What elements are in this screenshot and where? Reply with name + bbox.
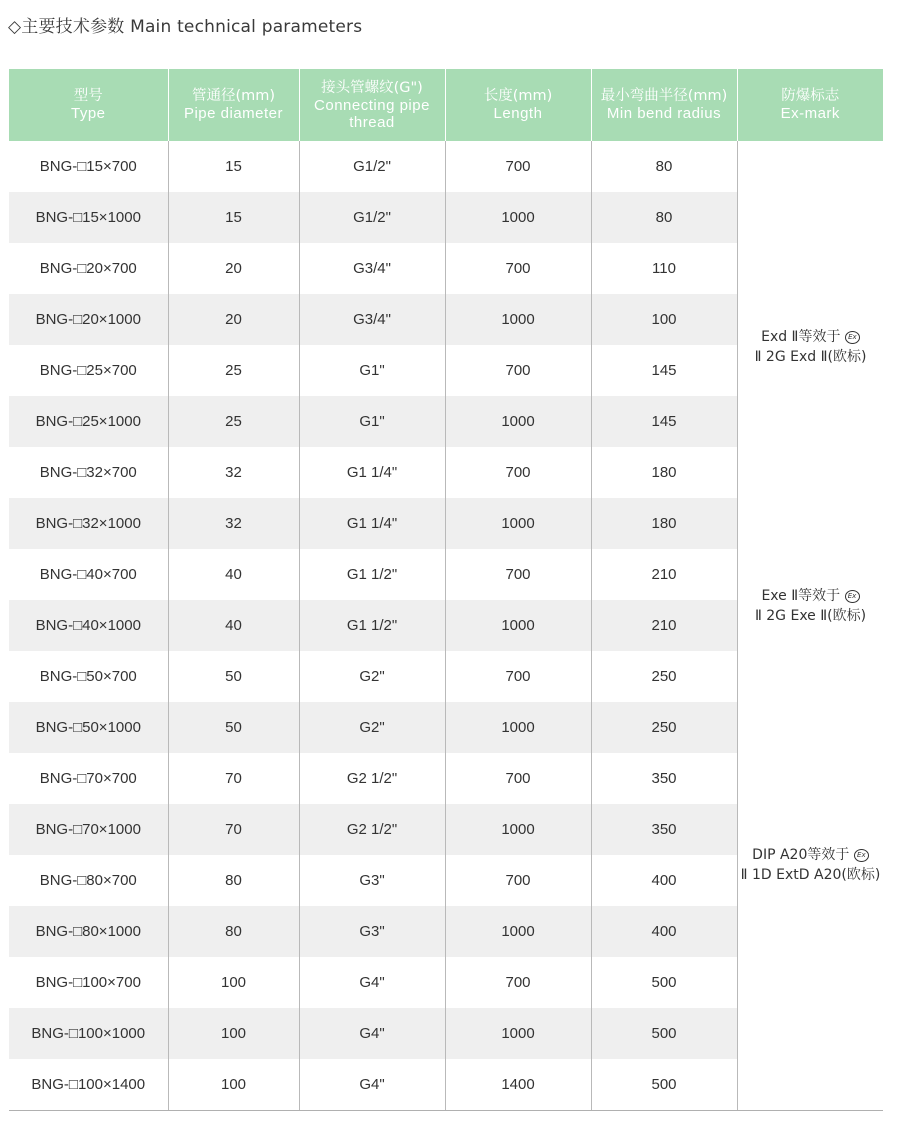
- column-header-type: 型号 Type: [9, 69, 168, 141]
- cell-diameter: 20: [168, 294, 299, 345]
- cell-length: 1000: [445, 294, 591, 345]
- cell-length: 1000: [445, 906, 591, 957]
- cell-diameter: 20: [168, 243, 299, 294]
- cell-diameter: 32: [168, 498, 299, 549]
- cell-radius: 110: [591, 243, 737, 294]
- cell-type: BNG-□15×1000: [9, 192, 168, 243]
- cell-thread: G3": [299, 906, 445, 957]
- exmark-text: [738, 327, 884, 367]
- cell-thread: G3/4": [299, 294, 445, 345]
- cell-thread: G4": [299, 1059, 445, 1110]
- column-header-diameter: 管通径(mm) Pipe diameter: [168, 69, 299, 141]
- cell-thread: G1/2": [299, 141, 445, 192]
- cell-diameter: 25: [168, 345, 299, 396]
- cell-radius: 500: [591, 957, 737, 1008]
- cell-length: 700: [445, 447, 591, 498]
- cell-thread: G1 1/4": [299, 498, 445, 549]
- table-header-row: [9, 69, 883, 141]
- exmark-text: [738, 845, 884, 885]
- cell-length: 1400: [445, 1059, 591, 1110]
- cell-type: BNG-□15×700: [9, 141, 168, 192]
- cell-thread: G1 1/2": [299, 600, 445, 651]
- cell-type: BNG-□40×700: [9, 549, 168, 600]
- cell-length: 1000: [445, 192, 591, 243]
- cell-length: 700: [445, 651, 591, 702]
- ex-symbol-icon: Ex: [845, 590, 860, 603]
- cell-length: 700: [445, 141, 591, 192]
- cell-diameter: 70: [168, 753, 299, 804]
- table-row: [9, 141, 883, 192]
- cell-type: BNG-□70×1000: [9, 804, 168, 855]
- cell-radius: 210: [591, 549, 737, 600]
- cell-thread: G3/4": [299, 243, 445, 294]
- cell-diameter: 100: [168, 1059, 299, 1110]
- exmark-line2: Ⅱ 1D ExtD A20(欧标): [740, 867, 881, 883]
- cell-type: BNG-□20×700: [9, 243, 168, 294]
- exmark-line2: Ⅱ 2G Exe Ⅱ(欧标): [754, 608, 867, 624]
- cell-length: 1000: [445, 804, 591, 855]
- cell-length: 700: [445, 855, 591, 906]
- cell-diameter: 100: [168, 957, 299, 1008]
- cell-radius: 80: [591, 141, 737, 192]
- cell-radius: 145: [591, 345, 737, 396]
- cell-thread: G1/2": [299, 192, 445, 243]
- cell-diameter: 80: [168, 906, 299, 957]
- cell-radius: 145: [591, 396, 737, 447]
- table-bottom-rule: [9, 1110, 883, 1111]
- cell-radius: 500: [591, 1008, 737, 1059]
- page-heading: ◇主要技术参数 Main technical parameters: [8, 17, 363, 37]
- cell-diameter: 70: [168, 804, 299, 855]
- cell-type: BNG-□100×1000: [9, 1008, 168, 1059]
- cell-radius: 350: [591, 753, 737, 804]
- exmark-text: [738, 586, 884, 626]
- column-header-radius: 最小弯曲半径(mm) Min bend radius: [591, 69, 737, 141]
- cell-diameter: 50: [168, 651, 299, 702]
- cell-length: 1000: [445, 600, 591, 651]
- ex-symbol-icon: Ex: [854, 849, 869, 862]
- column-header-exmark: 防爆标志 Ex-mark: [737, 69, 883, 141]
- cell-radius: 350: [591, 804, 737, 855]
- cell-length: 1000: [445, 396, 591, 447]
- cell-thread: G2 1/2": [299, 753, 445, 804]
- cell-type: BNG-□32×1000: [9, 498, 168, 549]
- table-body: [9, 141, 883, 1110]
- exmark-line1: Exd Ⅱ等效于: [761, 329, 841, 345]
- exmark-line2: Ⅱ 2G Exd Ⅱ(欧标): [754, 349, 867, 365]
- ex-symbol-icon: Ex: [845, 331, 860, 344]
- cell-thread: G2": [299, 651, 445, 702]
- cell-thread: G4": [299, 957, 445, 1008]
- cell-exmark-group: [737, 141, 883, 1110]
- cell-radius: 100: [591, 294, 737, 345]
- cell-radius: 500: [591, 1059, 737, 1110]
- exmark-line1: Exe Ⅱ等效于: [761, 588, 841, 604]
- cell-thread: G3": [299, 855, 445, 906]
- cell-length: 1000: [445, 1008, 591, 1059]
- cell-diameter: 25: [168, 396, 299, 447]
- cell-thread: G2 1/2": [299, 804, 445, 855]
- cell-radius: 180: [591, 498, 737, 549]
- cell-diameter: 80: [168, 855, 299, 906]
- cell-type: BNG-□25×700: [9, 345, 168, 396]
- cell-type: BNG-□100×700: [9, 957, 168, 1008]
- column-header-length: 长度(mm) Length: [445, 69, 591, 141]
- cell-radius: 250: [591, 702, 737, 753]
- cell-thread: G4": [299, 1008, 445, 1059]
- cell-radius: 250: [591, 651, 737, 702]
- cell-type: BNG-□50×700: [9, 651, 168, 702]
- cell-length: 1000: [445, 498, 591, 549]
- cell-radius: 80: [591, 192, 737, 243]
- parameters-table: [9, 69, 883, 1110]
- cell-type: BNG-□32×700: [9, 447, 168, 498]
- column-header-thread: 接头管螺纹(G") Connecting pipe thread: [299, 69, 445, 141]
- cell-diameter: 40: [168, 600, 299, 651]
- cell-radius: 180: [591, 447, 737, 498]
- cell-length: 700: [445, 345, 591, 396]
- cell-radius: 210: [591, 600, 737, 651]
- cell-type: BNG-□70×700: [9, 753, 168, 804]
- cell-length: 700: [445, 549, 591, 600]
- cell-type: BNG-□40×1000: [9, 600, 168, 651]
- cell-type: BNG-□25×1000: [9, 396, 168, 447]
- cell-radius: 400: [591, 906, 737, 957]
- cell-type: BNG-□80×700: [9, 855, 168, 906]
- cell-thread: G1": [299, 396, 445, 447]
- cell-thread: G2": [299, 702, 445, 753]
- cell-length: 700: [445, 957, 591, 1008]
- cell-length: 1000: [445, 702, 591, 753]
- cell-thread: G1 1/4": [299, 447, 445, 498]
- cell-radius: 400: [591, 855, 737, 906]
- cell-thread: G1": [299, 345, 445, 396]
- cell-type: BNG-□80×1000: [9, 906, 168, 957]
- cell-type: BNG-□50×1000: [9, 702, 168, 753]
- cell-diameter: 15: [168, 192, 299, 243]
- cell-length: 700: [445, 753, 591, 804]
- exmark-line1: DIP A20等效于: [752, 847, 850, 863]
- cell-type: BNG-□100×1400: [9, 1059, 168, 1110]
- cell-diameter: 40: [168, 549, 299, 600]
- cell-diameter: 100: [168, 1008, 299, 1059]
- cell-thread: G1 1/2": [299, 549, 445, 600]
- cell-diameter: 50: [168, 702, 299, 753]
- cell-diameter: 32: [168, 447, 299, 498]
- cell-type: BNG-□20×1000: [9, 294, 168, 345]
- cell-length: 700: [445, 243, 591, 294]
- cell-diameter: 15: [168, 141, 299, 192]
